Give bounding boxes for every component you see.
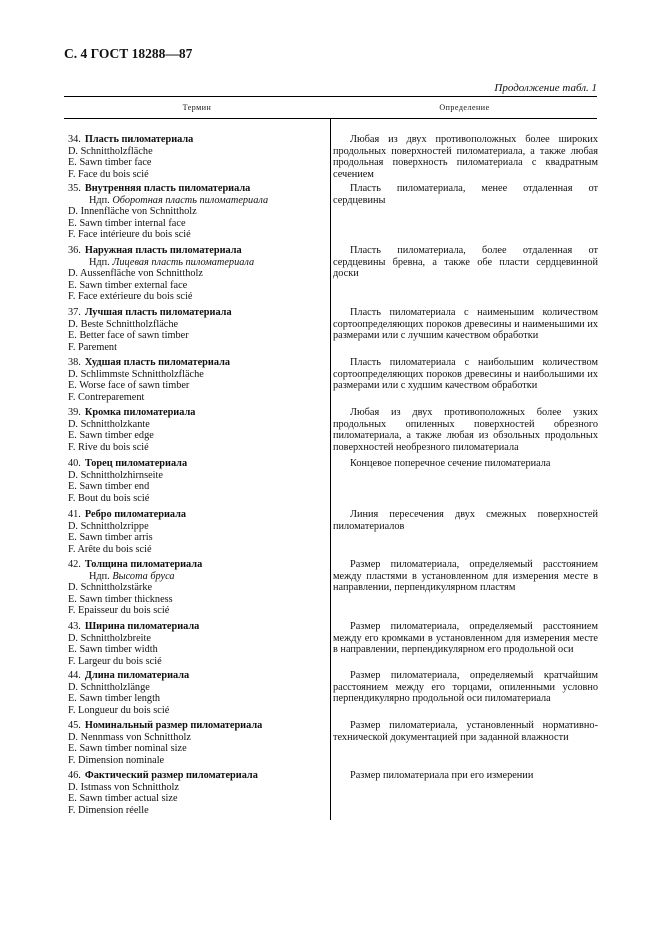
term-french: F. Face du bois scié — [68, 168, 149, 180]
term-german: D. Schnittholzfläche — [68, 145, 153, 157]
definition-text: Размер пиломатериала, определяемый кратчайшим расстоянием между его торцами, опиленными условно перпендикулярно продольной оси пиломатериала — [333, 670, 598, 704]
term-number: 42. — [68, 559, 81, 570]
term-english: E. Sawn timber internal face — [68, 217, 186, 229]
term-french: F. Face intérieure du bois scié — [68, 229, 191, 240]
term-english: E. Worse face of sawn timber — [68, 380, 190, 391]
term-german: D. Schnittholzbreite — [68, 632, 151, 644]
term-english: E. Sawn timber arris — [68, 532, 153, 543]
term-cell — [68, 770, 330, 816]
definition-text: Концевое поперечное сечение пиломатериала — [350, 458, 551, 469]
definition-cell — [333, 245, 598, 280]
term-title: Кромка пиломатериала — [84, 407, 196, 418]
term-cell — [68, 509, 330, 555]
definition-text: Пласть пиломатериала, более отдаленная от сердцевины бревна, а также обе пласти сердцевинной доски — [333, 245, 598, 279]
term-french: F. Contreparement — [68, 391, 145, 403]
term-number: 34. — [68, 134, 81, 145]
term-german: D. Innenfläche von Schnittholz — [68, 206, 197, 217]
definition-cell — [333, 670, 598, 705]
term-english: E. Sawn timber thickness — [68, 593, 173, 605]
term-english: E. Sawn timber actual size — [68, 793, 178, 804]
term-german: D. Istmass von Schnittholz — [68, 781, 179, 793]
term-number: 46. — [68, 770, 81, 781]
term-number: 43. — [68, 621, 81, 632]
term-german: D. Schnittholzstärke — [68, 582, 153, 593]
term-cell — [68, 720, 330, 766]
term-title: Фактический размер пиломатериала — [84, 770, 258, 781]
definition-cell — [333, 770, 598, 782]
table-column-divider — [330, 118, 331, 820]
term-title: Внутренняя пласть пиломатериала — [84, 183, 251, 194]
definition-cell — [333, 183, 598, 206]
term-french: F. Arête du bois scié — [68, 543, 152, 555]
term-number: 39. — [68, 407, 81, 418]
term-english: E. Sawn timber external face — [68, 279, 188, 291]
definition-text: Пласть пиломатериала с наибольшим количеством сортоопределяющих пороков древесины и наибольшими их размерами или с худшим качеством обработки — [333, 357, 598, 391]
term-french: F. Face extérieure du bois scié — [68, 291, 193, 302]
term-french: F. Longueur du bois scié — [68, 704, 170, 716]
term-cell — [68, 307, 330, 353]
term-number: 37. — [68, 307, 81, 318]
definition-text: Размер пиломатериала, определяемый расстоянием между его кромками в установленном для измерения месте в направлении, перпендикулярном его продольной оси — [333, 621, 598, 655]
term-deprecated: Лицевая пласть пиломатериала — [112, 256, 255, 268]
term-title: Длина пиломатериала — [84, 670, 190, 681]
definition-cell — [333, 559, 598, 594]
term-title: Пласть пиломатериала — [84, 134, 194, 145]
term-english: E. Sawn timber width — [68, 644, 158, 655]
term-title: Ширина пиломатериала — [84, 621, 200, 632]
term-cell: 35. Внутренняя пласть пиломатериала Ндп. Оборотная пласть пиломатериала D. Innenfläche von Schnittholz E. Sawn timber internal face F. Face intérieure du bois scié — [68, 183, 330, 241]
definition-cell — [333, 509, 598, 532]
term-number: 40. — [68, 458, 81, 469]
column-header-term: Термин — [182, 103, 212, 112]
term-cell — [68, 670, 330, 716]
definition-text: Линия пересечения двух смежных поверхностей пиломатериалов — [333, 509, 598, 532]
definition-cell — [333, 621, 598, 656]
term-german: D. Schnittholzlänge — [68, 681, 150, 693]
term-number: 36. — [68, 245, 81, 256]
term-number: 41. — [68, 509, 81, 520]
table-continuation-label: Продолжение табл. 1 — [494, 82, 597, 94]
definition-cell — [333, 720, 598, 743]
term-english: E. Better face of sawn timber — [68, 330, 189, 341]
term-german: D. Aussenfläche von Schnittholz — [68, 268, 203, 279]
term-title: Худшая пласть пиломатериала — [84, 357, 230, 368]
term-german: D. Schnittholzhirnseite — [68, 469, 163, 481]
term-deprecated: Высота бруса — [112, 570, 175, 582]
definition-text: Любая из двух противоположных более широких продольных поверхностей пиломатериала, а также любая продольная поверхность пиломатериала с квадратным сечением — [333, 134, 598, 180]
term-cell — [68, 458, 330, 504]
definition-cell — [333, 407, 598, 453]
definition-text: Размер пиломатериала, определяемый расстоянием между пластями в установленном для измерения месте в направлении, перпендикулярном пластям — [333, 559, 598, 593]
definition-text: Пласть пиломатериала с наименьшим количеством сортоопределяющих пороков древесины и наименьшими их размерами или с лучшим качеством обработки — [333, 307, 598, 341]
term-cell — [68, 357, 330, 403]
term-french: F. Dimension réelle — [68, 804, 149, 816]
definition-text: Размер пиломатериала при его измерении — [350, 770, 534, 781]
definition-cell — [333, 307, 598, 342]
term-number: 44. — [68, 670, 81, 681]
term-french: F. Dimension nominale — [68, 754, 165, 766]
term-french: F. Largeur du bois scié — [68, 655, 162, 667]
term-cell — [68, 407, 330, 453]
term-cell: 36. Наружная пласть пиломатериала Ндп. Лицевая пласть пиломатериала D. Aussenfläche von Schnittholz E. Sawn timber external face F. Face extérieure du bois scié — [68, 245, 330, 303]
term-title: Лучшая пласть пиломатериала — [84, 307, 232, 318]
definition-cell — [333, 357, 598, 392]
term-english: E. Sawn timber end — [68, 481, 150, 492]
column-header-definition: Определение — [439, 103, 490, 112]
term-number: 45. — [68, 720, 81, 731]
term-number: 38. — [68, 357, 81, 368]
term-french: F. Rive du bois scié — [68, 441, 149, 453]
definition-cell — [333, 134, 598, 180]
table-top-rule — [64, 96, 597, 97]
term-english: E. Sawn timber edge — [68, 430, 154, 441]
term-cell — [68, 134, 330, 180]
term-german: D. Schnittholzrippe — [68, 520, 149, 532]
term-title: Номинальный размер пиломатериала — [84, 720, 263, 731]
term-title: Наружная пласть пиломатериала — [84, 245, 242, 256]
definition-cell — [333, 458, 598, 470]
term-title: Ребро пиломатериала — [84, 509, 187, 520]
term-number: 35. — [68, 183, 81, 194]
term-german: D. Schlimmste Schnittholzfläche — [68, 368, 204, 380]
term-deprecated: Оборотная пласть пиломатериала — [112, 194, 269, 206]
term-french: F. Bout du bois scié — [68, 492, 150, 504]
term-english: E. Sawn timber length — [68, 693, 161, 704]
term-german: D. Schnittholzkante — [68, 418, 150, 430]
page-header: С. 4 ГОСТ 18288—87 — [64, 46, 193, 61]
term-french: F. Epaisseur du bois scié — [68, 605, 170, 616]
term-title: Толщина пиломатериала — [84, 559, 203, 570]
term-english: E. Sawn timber face — [68, 157, 152, 168]
definition-text: Пласть пиломатериала, менее отдаленная от сердцевины — [333, 183, 598, 206]
term-cell — [68, 621, 330, 667]
term-title: Торец пиломатериала — [84, 458, 188, 469]
term-german: D. Nennmass von Schnittholz — [68, 731, 191, 743]
term-cell: 42. Толщина пиломатериала Ндп. Высота бруса D. Schnittholzstärke E. Sawn timber thickness F. Epaisseur du bois scié — [68, 559, 330, 617]
term-german: D. Beste Schnittholzfläche — [68, 318, 179, 330]
definition-text: Любая из двух противоположных более узких продольных опиленных поверхностей обрезного пиломатериала, а также любая из обзольных продольных поверхностей необрезного пиломатериала — [333, 407, 598, 453]
term-french: F. Parement — [68, 341, 117, 353]
term-english: E. Sawn timber nominal size — [68, 743, 187, 754]
definition-text: Размер пиломатериала, установленный нормативно-технической документацией при заданной влажности — [333, 720, 598, 743]
